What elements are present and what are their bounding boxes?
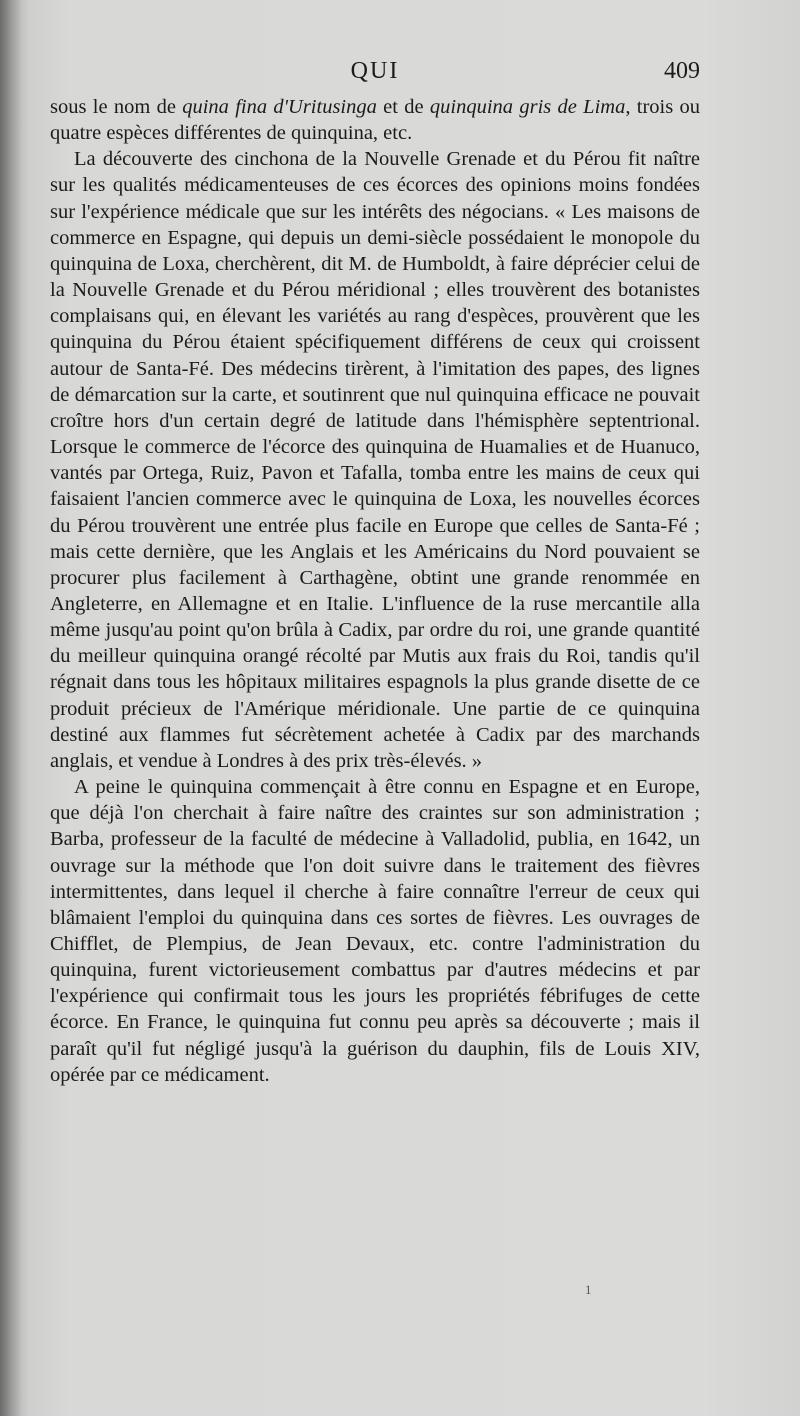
italic-term: quina fina d'Uritusinga — [182, 96, 377, 118]
binding-shadow — [0, 0, 22, 1416]
page-header — [50, 58, 700, 94]
paragraph-continued — [50, 94, 700, 146]
paragraph-text: sous le nom de — [50, 96, 183, 118]
running-head: QUI — [350, 58, 400, 84]
signature-mark: 1 — [585, 1282, 592, 1297]
italic-term: quinquina gris de Lima — [429, 96, 626, 118]
paragraph: La découverte des cinchona de la Nouvelle Grenade et du Pérou fit naître sur les qualités médicamenteuses de ces écorces des opinions moins fondées sur l'expérience médicale que sur les intérêts des négocians. « Les maisons de commerce en Espagne, qui depuis un demi-siècle possédaient le monopole du quinquina de Loxa, cherchèrent, dit M. de Humboldt, à faire déprécier celui de la Nouvelle Grenade et du Pérou méridional ; elles trouvèrent des botanistes complaisans qui, en élevant les variétés au rang d'espèces, prouvèrent que les quinquina du Pérou étaient spécifiquement différens de ceux qui croissent autour de Santa-Fé. Des médecins tirèrent, à l'imitation des papes, des lignes de démarcation sur la carte, et soutinrent que nul quinquina efficace ne pouvait croître hors d'un certain degré de latitude dans l'hémisphère septentrional. Lorsque le commerce de l'écorce des quinquina de Huamalies et de Huanuco, vantés par Ortega, Ruiz, Pavon et Tafalla, tomba entre les mains de ceux qui faisaient l'ancien commerce avec le quinquina de Loxa, les nouvelles écorces du Pérou trouvèrent une entrée plus facile en Europe que celles de Santa-Fé ; mais cette dernière, que les Anglais et les Américains du Nord pouvaient se procurer plus facilement à Carthagène, obtint une grande renommée en Angleterre, en Allemagne et en Italie. L'influence de la ruse mercantile alla même jusqu'au point qu'on brûla à Cadix, par ordre du roi, une grande quantité du meilleur quinquina orangé récolté par Mutis aux frais du Roi, tandis qu'il régnait dans tous les hôpitaux militaires espagnols la plus grande disette de ce produit précieux de l'Amérique méridionale. Une partie de ce quinquina destiné aux flammes fut sécrètement achetée à Cadix par des marchands anglais, et vendue à Londres à des prix très-élevés. » — [50, 148, 700, 772]
paragraph-text: , trois ou quatre espèces différentes de quinquina, etc. — [50, 96, 700, 145]
paragraph: A peine le quinquina commençait à être connu en Espagne et en Europe, que déjà l'on cherchait à faire naître des craintes sur son administration ; Barba, professeur de la faculté de médecine à Valladolid, publia, en 1642, un ouvrage sur la méthode que l'on doit suivre dans le traitement des fièvres intermittentes, dans lequel il cherche à faire connaître l'erreur de ceux qui blâmaient l'emploi du quinquina dans ces sortes de fièvres. Les ouvrages de Chifflet, de Plempius, de Jean Devaux, etc. contre l'administration du quinquina, furent victorieusement combattus par d'autres médecins et par l'expérience qui confirmait tous les jours les propriétés fébrifuges de cette écorce. En France, le quinquina fut connu peu après sa découverte ; mais il paraît qu'il fut négligé jusqu'à la guérison du dauphin, fils de Louis XIV, opérée par ce médicament. — [50, 776, 700, 1086]
paragraph-text: et de — [376, 96, 430, 118]
page-number: 409 — [664, 58, 700, 84]
body-text — [50, 94, 700, 1088]
